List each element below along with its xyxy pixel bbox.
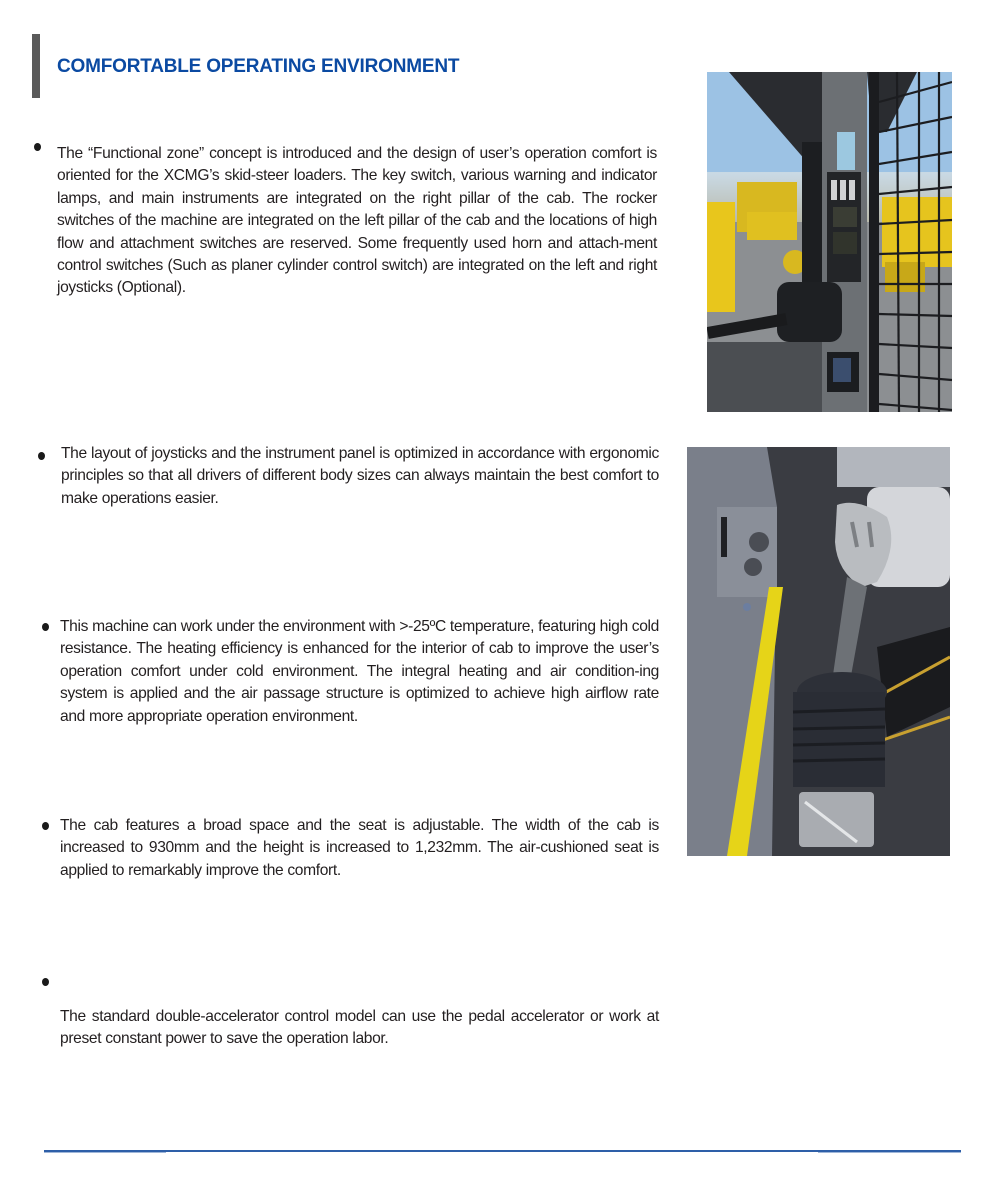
bullet-icon	[34, 143, 41, 151]
bullet-paragraph-functional-zone: The “Functional zone” concept is introduced and the design of user’s operation comfort is oriented for the XCMG’s skid-steer loaders. The key switch, various warning and indicator lamps, and main instruments are integrated on the right pillar of the cab. The rocker switches of the machine are integrated on the left pillar of the cab and the locations of high flow and attachment switches are reserved. Some frequently used horn and attach-ment control switches (Such as planer cylinder control switch) are integrated on the left and right joysticks (Optional).	[57, 145, 657, 297]
bullet-icon	[42, 978, 49, 986]
footer-divider-accent-left	[44, 1152, 166, 1153]
bullet-paragraph-cab-space: The cab features a broad space and the seat is adjustable. The width of the cab is increased to 930mm and the height is increased to 1,232mm. The air-cushioned seat is applied to remarkably improve the comfort.	[60, 817, 659, 879]
cab-pillar-illustration	[707, 72, 952, 412]
joystick-photo	[687, 447, 950, 856]
footer-divider-accent-right	[818, 1152, 961, 1153]
bullet-paragraph-cold-resistance: This machine can work under the environment with >-25ºC temperature, featuring high cold resistance. The heating efficiency is enhanced for the interior of cab to improve the user’s operation comfort under cold environment. The integral heating and air condition-ing system is applied and the air passage structure is optimized to achieve high airflow rate and more appropriate operation environment.	[60, 618, 659, 725]
bullet-icon	[42, 623, 49, 631]
bullet-icon	[42, 822, 49, 830]
title-accent-bar	[32, 34, 40, 98]
bullet-paragraph-ergonomics: The layout of joysticks and the instrument panel is optimized in accordance with ergonomic principles so that all drivers of different body sizes can always maintain the best comfort to make operations easier.	[61, 445, 659, 507]
joystick-illustration	[687, 447, 950, 856]
bullet-paragraph-accelerator: The standard double-accelerator control model can use the pedal accelerator or work at preset constant power to save the operation labor.	[60, 1008, 659, 1048]
cab-pillar-photo	[707, 72, 952, 412]
page-title: COMFORTABLE OPERATING ENVIRONMENT	[57, 56, 460, 77]
bullet-icon	[38, 452, 45, 460]
